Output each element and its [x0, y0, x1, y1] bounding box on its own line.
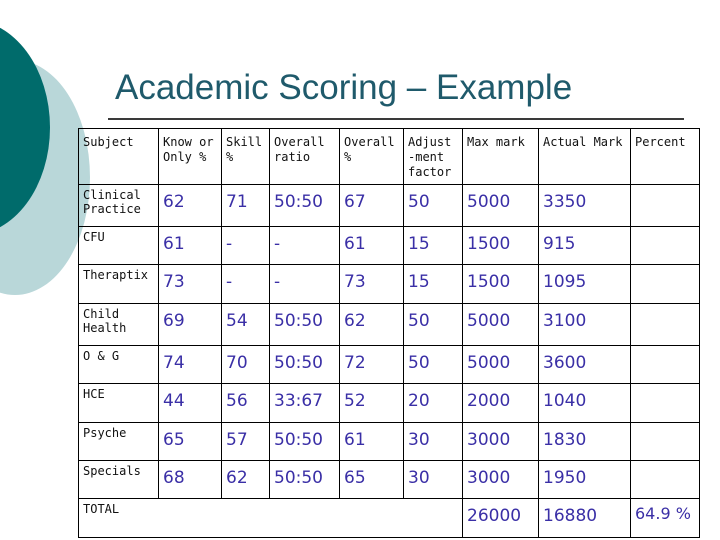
header-cell: Subject: [79, 129, 159, 185]
header-cell: Overall ratio: [270, 129, 340, 185]
header-cell: Actual Mark: [539, 129, 631, 185]
title-divider: [108, 118, 684, 120]
table-cell: 50:50: [270, 422, 340, 460]
table-row: [79, 185, 700, 227]
table-row: [79, 227, 700, 265]
table-row: [79, 384, 700, 422]
table-cell: 69: [159, 303, 222, 345]
table-cell: 1830: [539, 422, 631, 460]
table-cell: 50:50: [270, 461, 340, 499]
subject-cell: Child Health: [79, 303, 159, 345]
table-cell: 62: [340, 303, 404, 345]
table-cell: 61: [159, 227, 222, 265]
table-cell: 68: [159, 461, 222, 499]
subject-cell: Psyche: [79, 422, 159, 460]
table-cell: 3000: [463, 461, 539, 499]
scoring-table: [78, 128, 700, 538]
table-cell: 44: [159, 384, 222, 422]
table-cell: 57: [222, 422, 270, 460]
table-cell: 1040: [539, 384, 631, 422]
table-cell: 15: [404, 265, 463, 303]
table-cell: 74: [159, 345, 222, 383]
table-cell: -: [222, 227, 270, 265]
table-cell: 73: [159, 265, 222, 303]
total-label: TOTAL: [79, 499, 159, 538]
table-cell: 61: [340, 422, 404, 460]
total-max-mark: 26000: [463, 499, 539, 538]
table-cell: 3600: [539, 345, 631, 383]
table-cell: -: [270, 227, 340, 265]
header-cell: Adjust -ment factor: [404, 129, 463, 185]
table-cell: 15: [404, 227, 463, 265]
subject-cell: Specials: [79, 461, 159, 499]
table-cell: 1950: [539, 461, 631, 499]
total-actual-mark: 16880: [539, 499, 631, 538]
total-spacer: [159, 499, 463, 538]
header-cell: Max mark: [463, 129, 539, 185]
table-cell: 1095: [539, 265, 631, 303]
table-row: [79, 461, 700, 499]
table-cell: 56: [222, 384, 270, 422]
table-cell: 50: [404, 303, 463, 345]
table-header-row: [79, 129, 700, 185]
header-cell: Know or Only %: [159, 129, 222, 185]
table-cell: 67: [340, 185, 404, 227]
table-cell: 72: [340, 345, 404, 383]
table-cell: [631, 422, 700, 460]
table-cell: [631, 185, 700, 227]
table-cell: 1500: [463, 227, 539, 265]
table-cell: [631, 345, 700, 383]
table-cell: [631, 265, 700, 303]
header-cell: Percent: [631, 129, 700, 185]
table-cell: 30: [404, 461, 463, 499]
table-cell: 54: [222, 303, 270, 345]
table-cell: 65: [340, 461, 404, 499]
table-cell: [631, 384, 700, 422]
table-cell: -: [270, 265, 340, 303]
table-cell: [631, 303, 700, 345]
table-cell: 3100: [539, 303, 631, 345]
table-cell: 50:50: [270, 303, 340, 345]
table-cell: 50:50: [270, 345, 340, 383]
page-title: Academic Scoring – Example: [115, 68, 573, 107]
subject-cell: O & G: [79, 345, 159, 383]
table-cell: 5000: [463, 185, 539, 227]
table-cell: 73: [340, 265, 404, 303]
table-cell: 915: [539, 227, 631, 265]
table-cell: 2000: [463, 384, 539, 422]
table-cell: 33:67: [270, 384, 340, 422]
subject-cell: HCE: [79, 384, 159, 422]
table-cell: 62: [222, 461, 270, 499]
table-cell: 3000: [463, 422, 539, 460]
table-cell: 3350: [539, 185, 631, 227]
table-cell: 20: [404, 384, 463, 422]
table-cell: 5000: [463, 303, 539, 345]
table-cell: [631, 461, 700, 499]
subject-cell: Theraptix: [79, 265, 159, 303]
table-cell: [631, 227, 700, 265]
table-cell: 50: [404, 185, 463, 227]
table-cell: 70: [222, 345, 270, 383]
table-row: [79, 422, 700, 460]
header-cell: Overall %: [340, 129, 404, 185]
table-cell: 71: [222, 185, 270, 227]
header-cell: Skill %: [222, 129, 270, 185]
total-percent: 64.9 %: [631, 499, 700, 538]
table-cell: 30: [404, 422, 463, 460]
table-cell: -: [222, 265, 270, 303]
subject-cell: Clinical Practice: [79, 185, 159, 227]
table-cell: 52: [340, 384, 404, 422]
table-row: [79, 303, 700, 345]
table-cell: 61: [340, 227, 404, 265]
table-cell: 1500: [463, 265, 539, 303]
table-cell: 50: [404, 345, 463, 383]
table-cell: 65: [159, 422, 222, 460]
table-cell: 5000: [463, 345, 539, 383]
table-row: [79, 345, 700, 383]
table-cell: 62: [159, 185, 222, 227]
table-cell: 50:50: [270, 185, 340, 227]
subject-cell: CFU: [79, 227, 159, 265]
table-row: [79, 265, 700, 303]
total-row: [79, 499, 700, 538]
